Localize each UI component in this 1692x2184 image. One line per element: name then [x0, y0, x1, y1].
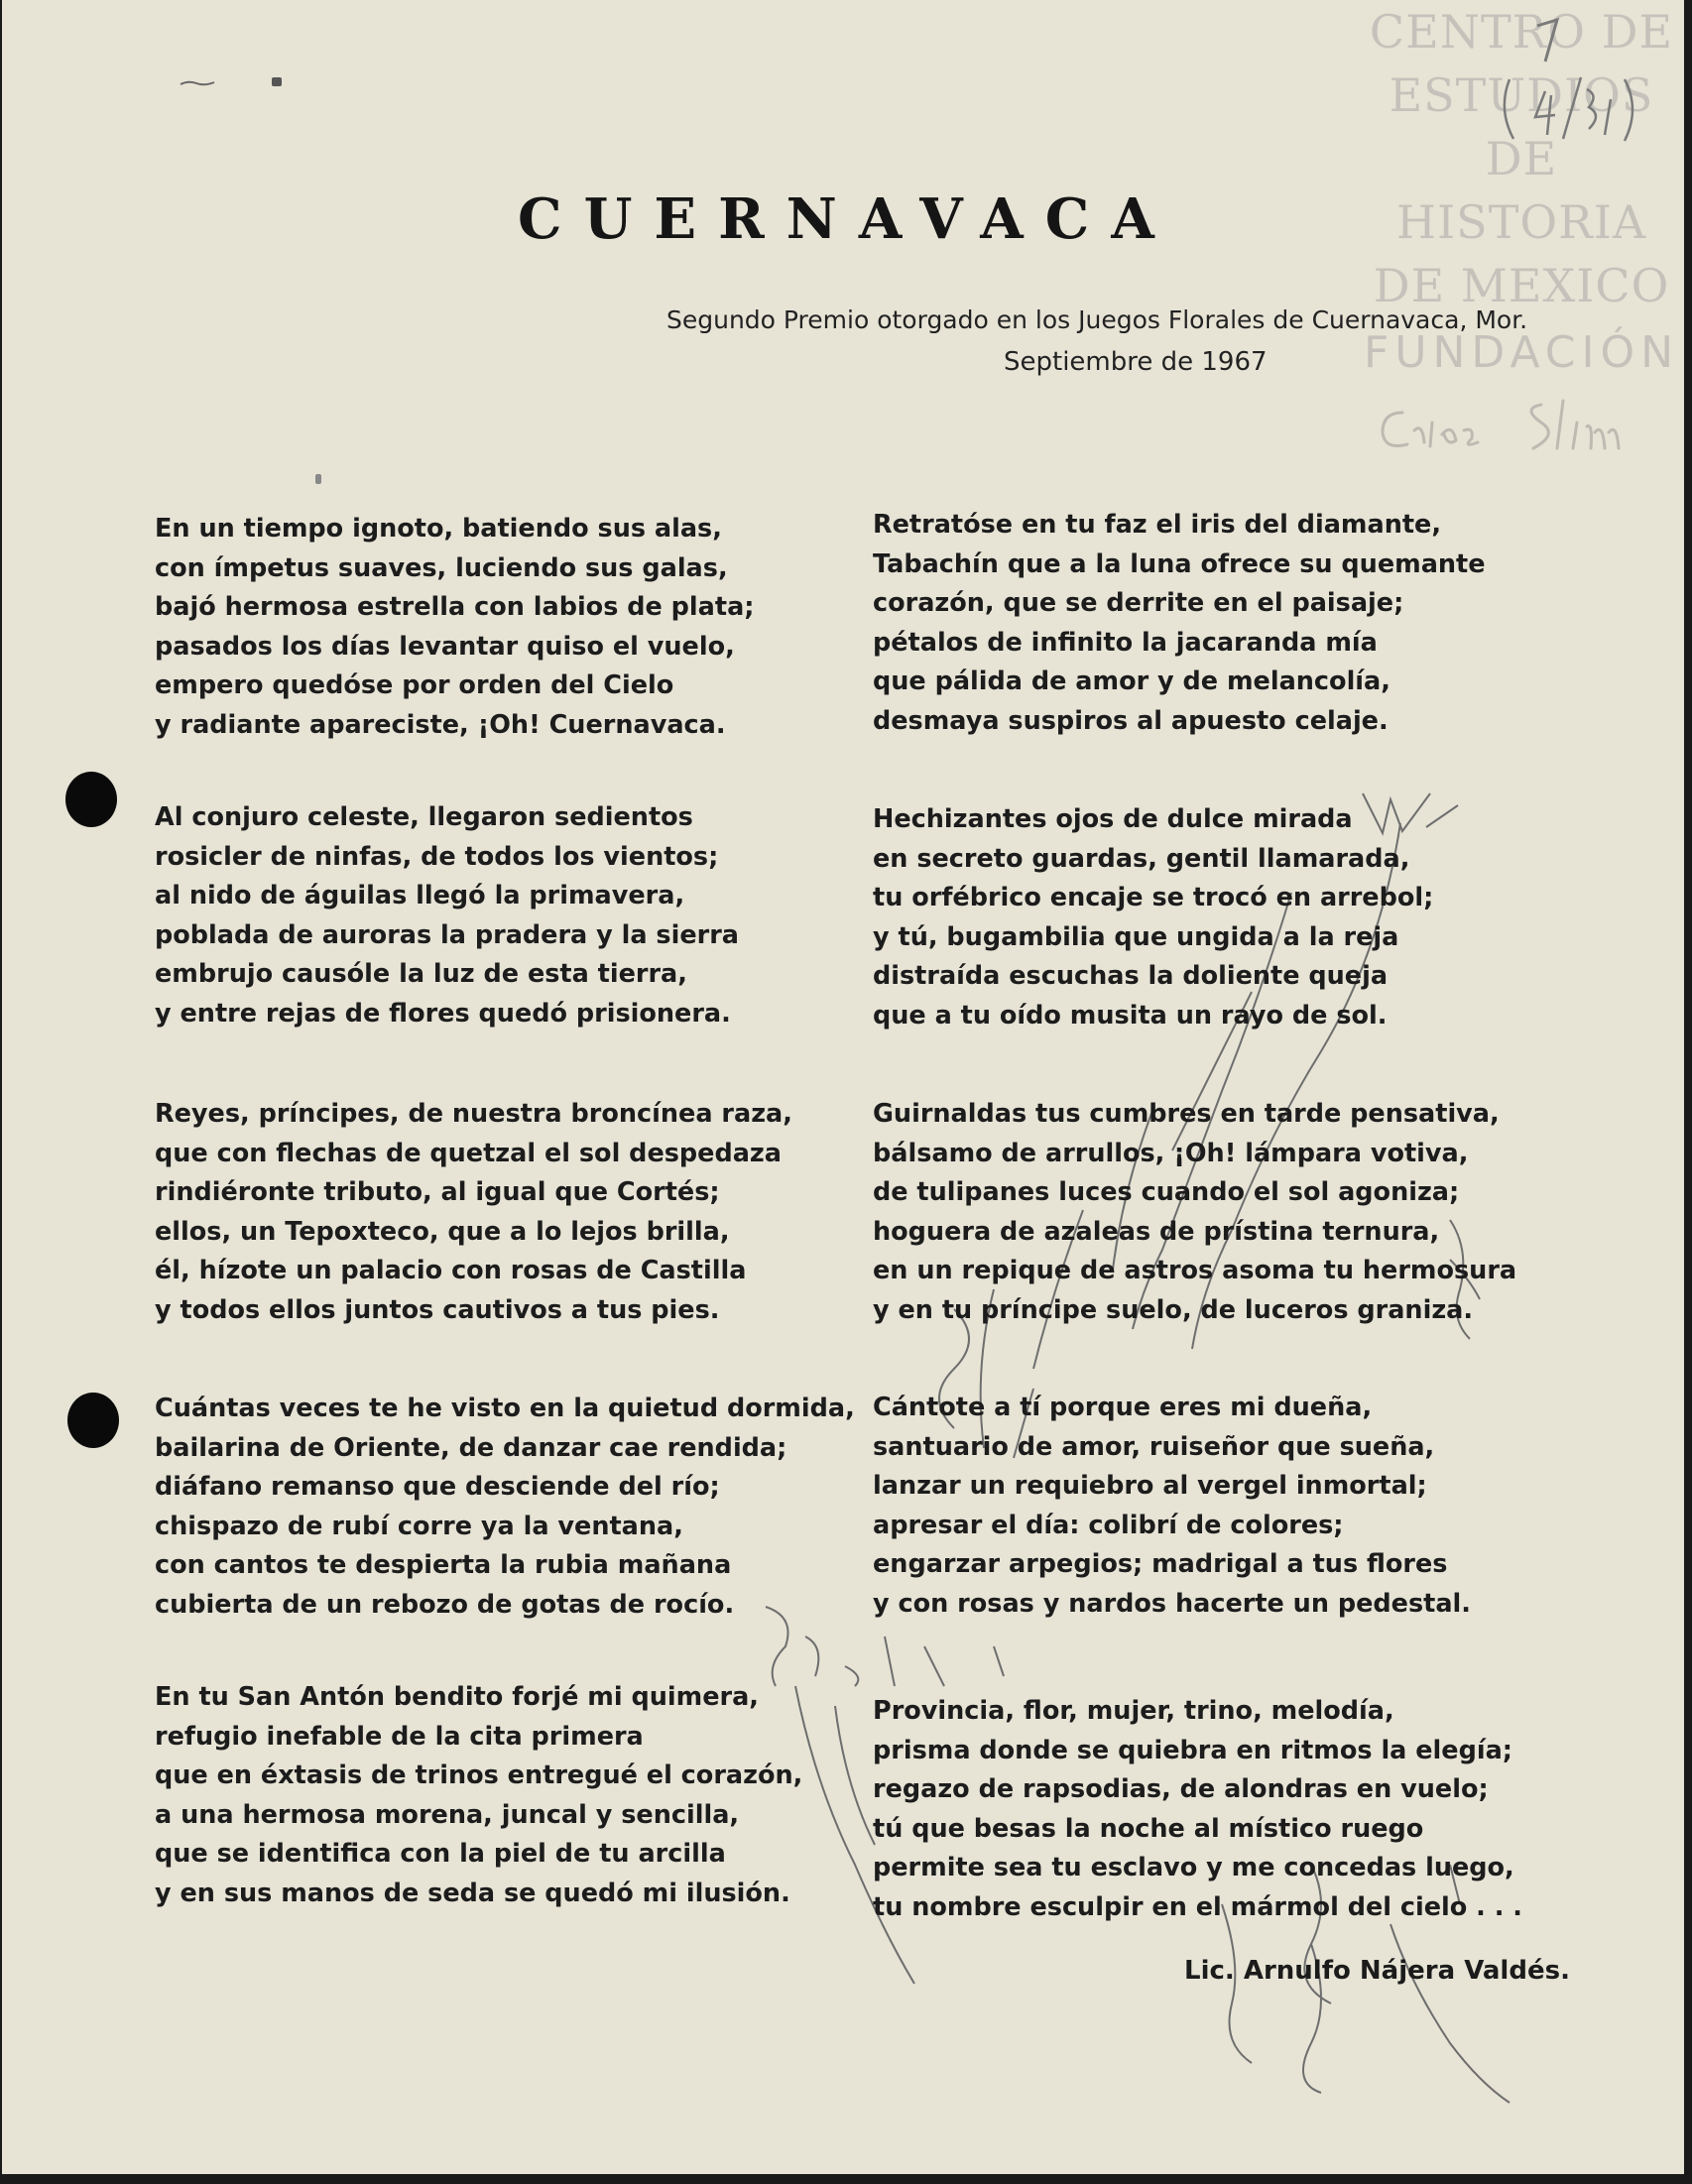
verse-line: Reyes, príncipes, de nuestra broncínea raza,	[155, 1099, 792, 1129]
verse-line: Retratóse en tu faz el iris del diamante,	[873, 510, 1442, 540]
poem-title: CUERNAVACA	[518, 186, 1176, 252]
verse-line: bailarina de Oriente, de danzar cae rendida;	[155, 1432, 787, 1463]
verse-line: cubierta de un rebozo de gotas de rocío.	[155, 1589, 735, 1620]
verse-line: apresar el día: colibrí de colores;	[873, 1510, 1344, 1540]
verse-line: engarzar arpegios; madrigal a tus flores	[873, 1549, 1448, 1579]
verse-line: pétalos de infinito la jacaranda mía	[873, 627, 1378, 658]
verse-line: rosicler de ninfas, de todos los vientos;	[155, 841, 719, 872]
verse-line: con ímpetus suaves, luciendo sus galas,	[155, 552, 728, 583]
document-page	[2, 0, 1684, 2174]
verse-line: embrujo causóle la luz de esta tierra,	[155, 959, 687, 989]
verse-line: regazo de rapsodias, de alondras en vuelo;	[873, 1774, 1489, 1804]
stanza-right-2	[873, 800, 1587, 1035]
verse-line: en un repique de astros asoma tu hermosura	[873, 1256, 1517, 1285]
verse-line: Provincia, flor, mujer, trino, melodía,	[873, 1696, 1394, 1726]
verse-line: lanzar un requiebro al vergel inmortal;	[873, 1471, 1427, 1501]
verse-line: tu orfébrico encaje se trocó en arrebol;	[873, 883, 1434, 912]
verse-line: chispazo de rubí corre ya la ventana,	[155, 1511, 683, 1541]
ink-speck	[272, 77, 282, 86]
verse-line: prisma donde se quiebra en ritmos la elegía;	[873, 1735, 1512, 1765]
stanza-left-2	[155, 798, 869, 1033]
verse-line: Al conjuro celeste, llegaron sedientos	[155, 802, 693, 832]
verse-line: que a tu oído musita un rayo de sol.	[873, 1000, 1388, 1031]
stanza-right-1	[873, 506, 1587, 741]
verse-line: Cántote a tí porque eres mi dueña,	[873, 1393, 1373, 1422]
stamp-line: DE HISTORIA	[1395, 132, 1647, 249]
verse-line: En un tiempo ignoto, batiendo sus alas,	[155, 514, 722, 544]
verse-line: desmaya suspiros al apuesto celaje.	[873, 705, 1389, 736]
verse-line: y en sus manos de seda se quedó mi ilusión.	[155, 1878, 790, 1908]
verse-line: Tabachín que a la luna ofrece su quemante	[873, 548, 1486, 579]
stamp-line: CENTRO DE	[1369, 5, 1674, 59]
verse-line: santuario de amor, ruiseñor que sueña,	[873, 1431, 1435, 1462]
verse-line: pasados los días levantar quiso el vuelo,	[155, 631, 735, 662]
award-subtitle: Segundo Premio otorgado en los Juegos Florales de Cuernavaca, Mor.	[666, 305, 1528, 334]
verse-line: y entre rejas de flores quedó prisionera.	[155, 998, 731, 1029]
stamp-line: DE MEXICO	[1373, 259, 1670, 312]
award-date: Septiembre de 1967	[1004, 347, 1268, 377]
verse-line: ellos, un Tepoxteco, que a lo lejos brilla,	[155, 1216, 730, 1247]
verse-line: tú que besas la noche al místico ruego	[873, 1813, 1424, 1844]
verse-line: al nido de águilas llegó la primavera,	[155, 881, 685, 910]
punch-hole	[67, 1393, 119, 1448]
verse-line: y todos ellos juntos cautivos a tus pies.	[155, 1294, 720, 1325]
verse-line: que se identifica con la piel de tu arcilla	[155, 1839, 726, 1869]
author-signature-line: Lic. Arnulfo Nájera Valdés.	[1184, 1956, 1570, 1986]
verse-line: distraída escuchas la doliente queja	[873, 961, 1389, 991]
stanza-right-3	[873, 1095, 1587, 1330]
pencil-mark-icon	[179, 76, 218, 90]
verse-line: que con flechas de quetzal el sol despedaza	[155, 1138, 782, 1168]
verse-line: que pálida de amor y de melancolía,	[873, 667, 1390, 696]
verse-line: que en éxtasis de trinos entregué el corazón,	[155, 1760, 803, 1790]
stanza-right-5	[873, 1692, 1587, 1927]
stamp-foundation: FUNDACIÓN	[1363, 327, 1680, 378]
verse-line: refugio inefable de la cita primera	[155, 1721, 644, 1752]
verse-line: bálsamo de arrullos, ¡Oh! lámpara votiva,	[873, 1138, 1469, 1168]
verse-line: Cuántas veces te he visto en la quietud dormida,	[155, 1394, 855, 1423]
verse-line: y radiante apareciste, ¡Oh! Cuernavaca.	[155, 709, 726, 740]
verse-line: bajó hermosa estrella con labios de plata;	[155, 592, 755, 622]
punch-hole	[65, 772, 117, 827]
stanza-left-4	[155, 1390, 869, 1625]
verse-line: corazón, que se derrite en el paisaje;	[873, 588, 1404, 618]
verse-line: poblada de auroras la pradera y la sierra	[155, 919, 740, 950]
archive-stamp	[1353, 0, 1690, 417]
verse-line: rindiéronte tributo, al igual que Cortés;	[155, 1177, 720, 1207]
verse-line: y en tu príncipe suelo, de luceros graniza.	[873, 1294, 1474, 1325]
verse-line: a una hermosa morena, juncal y sencilla,	[155, 1799, 740, 1830]
ink-speck	[315, 474, 321, 484]
stanza-left-3	[155, 1095, 869, 1330]
verse-line: Hechizantes ojos de dulce mirada	[873, 804, 1353, 834]
stanza-right-4	[873, 1389, 1587, 1624]
stanza-left-1	[155, 510, 869, 745]
verse-line: Guirnaldas tus cumbres en tarde pensativa,	[873, 1099, 1500, 1129]
verse-line: diáfano remanso que desciende del río;	[155, 1472, 720, 1502]
verse-line: en secreto guardas, gentil llamarada,	[873, 843, 1410, 874]
verse-line: él, hízote un palacio con rosas de Castilla	[155, 1256, 747, 1285]
verse-line: hoguera de azaleas de prístina ternura,	[873, 1216, 1440, 1247]
verse-line: de tulipanes luces cuando el sol agoniza;	[873, 1177, 1460, 1207]
verse-line: y con rosas y nardos hacerte un pedestal.	[873, 1588, 1471, 1619]
stamp-signature-icon	[1353, 383, 1690, 462]
verse-line: En tu San Antón bendito forjé mi quimera,	[155, 1682, 759, 1712]
stanza-left-5	[155, 1678, 869, 1913]
verse-line: y tú, bugambilia que ungida a la reja	[873, 921, 1399, 952]
verse-line: tu nombre esculpir en el mármol del cielo . . .	[873, 1891, 1522, 1922]
pencil-mark	[179, 75, 218, 94]
stamp-line: ESTUDIOS	[1389, 68, 1654, 122]
verse-line: permite sea tu esclavo y me concedas luego,	[873, 1853, 1514, 1882]
verse-line: con cantos te despierta la rubia mañana	[155, 1550, 732, 1580]
verse-line: empero quedóse por orden del Cielo	[155, 670, 674, 700]
